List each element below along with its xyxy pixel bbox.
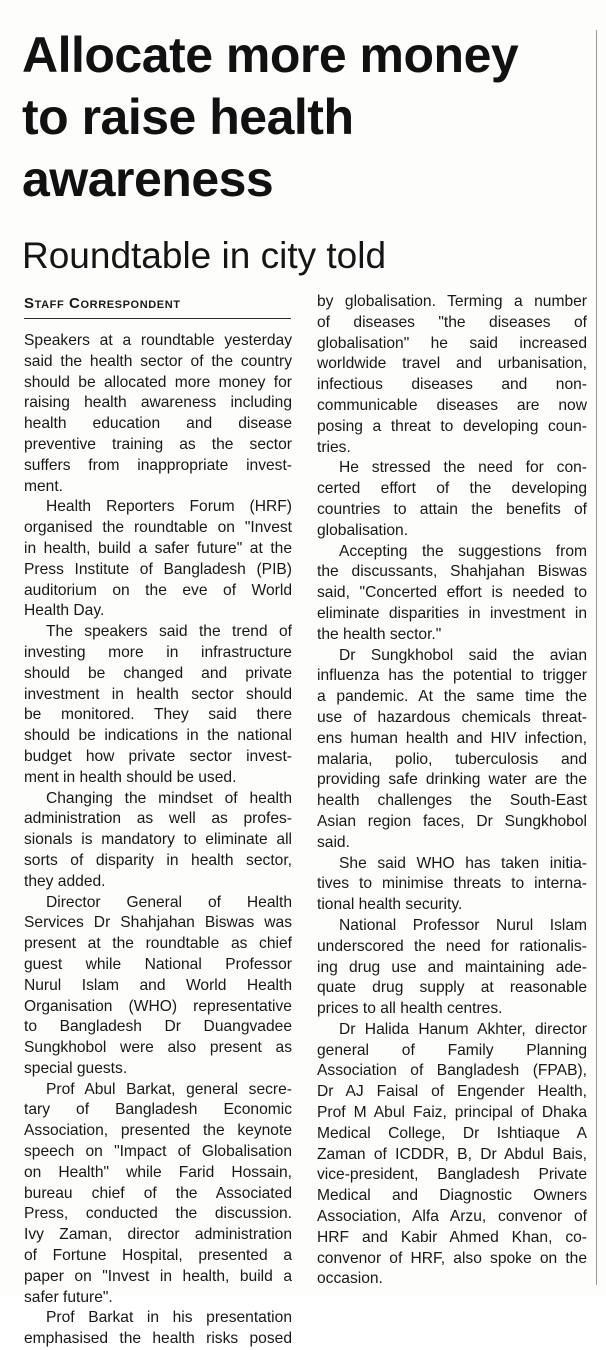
text-line: HRF and Kabir Ahmed Khan, co-: [317, 1228, 587, 1246]
text-line: quate drug supply at reasonable: [317, 979, 587, 997]
text-line: guest while National Professor: [24, 955, 292, 973]
text-line: administration as well as profes-: [24, 810, 292, 828]
text-line: providing safe drinking water are the: [317, 771, 587, 789]
text-line: Dr Sungkhobol said the avian: [339, 646, 587, 664]
text-line: ing drug use and maintaining ade-: [317, 958, 587, 976]
text-line: tional health security.: [317, 896, 463, 914]
text-line: Press, conducted the discussion.: [24, 1205, 292, 1223]
text-line: countries to attain the benefits of: [317, 500, 587, 518]
text-line: Director General of Health: [46, 893, 292, 911]
text-line: bureau chief of the Associated: [24, 1184, 292, 1202]
text-line: Asian region faces, Dr Sungkhobol: [317, 812, 587, 830]
text-line: they added.: [24, 872, 106, 890]
text-line: the discussants, Shahjahan Biswas: [317, 563, 587, 581]
text-line: Prof Barkat in his presentation: [46, 1309, 292, 1327]
text-line: She said WHO has taken initia-: [339, 854, 587, 872]
text-line: Zaman of ICDDR, B, Dr Abdul Bais,: [317, 1145, 587, 1163]
text-line: the health sector.": [317, 625, 442, 643]
text-line: use of hazardous chemicals threat-: [317, 708, 587, 726]
text-line: Prof M Abul Faiz, principal of Dhaka: [317, 1104, 587, 1122]
text-line: communicable diseases are now: [317, 396, 587, 414]
text-line: present at the roundtable as chief: [24, 935, 292, 953]
text-line: Press Institute of Bangladesh (PIB): [24, 560, 292, 578]
headline-line: awareness: [22, 151, 274, 207]
text-line: be monitored. They said there: [24, 706, 292, 724]
text-line: on Health" while Farid Hossain,: [24, 1163, 292, 1181]
text-line: occasion.: [317, 1270, 383, 1288]
text-line: Medical College, Dr Ishtiaque A: [317, 1124, 587, 1142]
text-line: vice-president, Bangladesh Private: [317, 1166, 587, 1184]
text-line: worldwide travel and urbanisation,: [317, 355, 587, 373]
text-line: prices to all health centres.: [317, 1000, 503, 1018]
text-line: ment in health should be used.: [24, 768, 237, 786]
text-line: Accepting the suggestions from: [339, 542, 587, 560]
text-line: globalisation.: [317, 521, 409, 539]
text-line: convenor of HRF, also spoke on the: [317, 1249, 587, 1267]
text-line: should be indications in the national: [24, 727, 292, 745]
text-line: Organisation (WHO) representative: [24, 997, 292, 1015]
text-line: tives to minimise threats to interna-: [317, 875, 587, 893]
text-line: investment in health sector should: [24, 685, 292, 703]
text-line: raising health awareness including: [24, 394, 292, 412]
text-line: of diseases "the diseases of: [317, 313, 587, 331]
text-line: influenza has the potential to trigger: [317, 667, 587, 685]
headline-line: to raise health: [22, 89, 354, 145]
text-line: ens human health and HIV infection,: [317, 729, 587, 747]
text-line: safer future".: [24, 1288, 113, 1306]
text-line: suffers from inappropriate invest-: [24, 456, 292, 474]
text-line: tary of Bangladesh Economic: [24, 1101, 292, 1119]
text-line: sionals is mandatory to eliminate all: [24, 831, 292, 849]
headline: [22, 24, 592, 210]
byline: Staff Correspondent: [24, 293, 291, 319]
text-line: of Fortune Hospital, presented a: [24, 1247, 292, 1265]
text-line: tries.: [317, 438, 351, 456]
text-line: malaria, polio, tuberculosis and: [317, 750, 587, 768]
text-line: emphasised the health risks posed: [24, 1330, 292, 1348]
text-line: auditorium on the eve of World: [24, 581, 292, 599]
text-line: Ivy Zaman, director administration: [24, 1226, 292, 1244]
text-line: Health Reporters Forum (HRF): [46, 498, 292, 516]
text-line: He stressed the need for con-: [339, 459, 587, 477]
text-line: organised the roundtable on "Invest: [24, 519, 292, 537]
text-line: posing a threat to developing coun-: [317, 417, 587, 435]
text-line: Association, Alfa Arzu, convenor of: [317, 1208, 587, 1226]
text-line: eliminate disparities in investment in: [317, 604, 587, 622]
text-line: Dr Halida Hanum Akhter, director: [339, 1020, 587, 1038]
text-line: said, "Concerted effort is needed to: [317, 584, 587, 602]
text-line: ment.: [24, 477, 63, 495]
text-line: in health, build a safer future" at the: [24, 539, 292, 557]
text-line: said.: [317, 833, 350, 851]
text-line: paper on "Invest in health, build a: [24, 1267, 292, 1285]
text-line: said the health sector of the country: [24, 352, 292, 370]
article-column-left: [24, 331, 292, 1350]
text-line: should be allocated more money for: [24, 373, 292, 391]
headline-line: Allocate more money: [22, 27, 519, 83]
text-line: a pandemic. At the same time the: [317, 688, 587, 706]
text-line: speech on "Impact of Globalisation: [24, 1143, 292, 1161]
text-line: preventive training as the sector: [24, 435, 292, 453]
text-line: special guests.: [24, 1059, 128, 1077]
text-line: to Bangladesh Dr Duangvadee: [24, 1018, 292, 1036]
text-line: Dr AJ Faisal of Engender Health,: [317, 1083, 587, 1101]
text-line: Nurul Islam and World Health: [24, 976, 292, 994]
text-line: Prof Abul Barkat, general secre-: [46, 1080, 292, 1098]
text-line: budget how private sector invest-: [24, 747, 292, 765]
text-line: Association of Bangladesh (FPAB),: [317, 1062, 587, 1080]
text-line: Health Day.: [24, 602, 105, 620]
text-line: Speakers at a roundtable yesterday: [24, 332, 292, 349]
text-line: Medical and Diagnostic Owners: [317, 1187, 587, 1205]
text-line: health challenges the South-East: [317, 792, 587, 810]
text-line: underscored the need for rationalis-: [317, 937, 587, 955]
text-line: investing more in infrastructure: [24, 643, 292, 661]
text-line: Services Dr Shahjahan Biswas was: [24, 914, 292, 932]
text-line: globalisation" he said increased: [317, 334, 587, 352]
text-line: infectious diseases and non-: [317, 376, 587, 394]
text-line: health education and disease: [24, 415, 292, 433]
text-line: certed effort of the developing: [317, 480, 587, 498]
subheadline: Roundtable in city told: [22, 235, 387, 276]
column-edge-rule: [596, 30, 597, 1285]
article-column-right: [317, 292, 587, 1290]
text-line: Sungkhobol were also present as: [24, 1039, 292, 1057]
text-line: Association, presented the keynote: [24, 1122, 292, 1140]
text-line: National Professor Nurul Islam: [339, 916, 587, 934]
text-line: general of Family Planning: [317, 1041, 587, 1059]
text-line: The speakers said the trend of: [46, 623, 292, 641]
text-line: should be changed and private: [24, 664, 292, 682]
text-line: by globalisation. Terming a number: [317, 293, 587, 310]
text-line: Changing the mindset of health: [46, 789, 292, 807]
text-line: sorts of disparity in health sector,: [24, 851, 292, 869]
